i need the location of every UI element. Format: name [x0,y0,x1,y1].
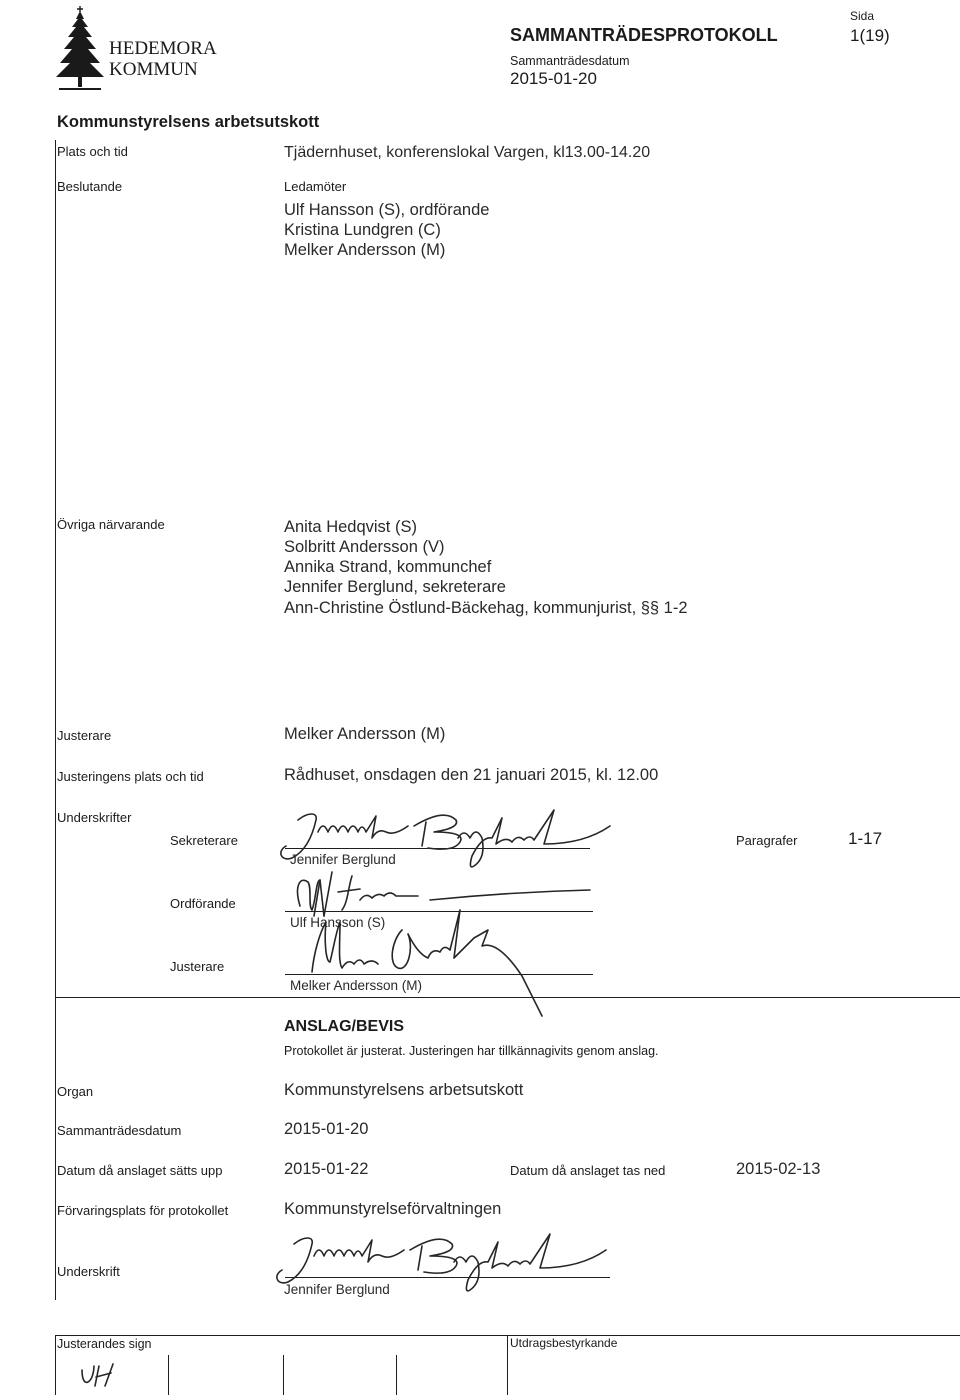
organ-value: Kommunstyrelsens arbetsutskott [284,1081,524,1099]
notice-signature-label: Underskrift [57,1264,120,1279]
member-item: Melker Andersson (M) [284,241,446,259]
footer-divider [168,1355,169,1395]
notice-signature-name: Jennifer Berglund [284,1282,390,1297]
others-label: Övriga närvarande [57,517,165,532]
footer-divider [507,1335,508,1395]
secretary-signature-line [285,848,590,849]
storage-label: Förvaringsplats för protokollet [57,1203,229,1218]
footer-divider [283,1355,284,1395]
secretary-name: Jennifer Berglund [290,852,396,867]
header-date: 2015-01-20 [510,69,597,88]
section-divider [55,997,960,998]
signatures-label: Underskrifter [57,810,132,825]
meeting-date-value: 2015-01-20 [284,1120,369,1138]
notice-signature-line [285,1277,610,1278]
signature-chair [298,872,590,916]
chair-signature-line [285,911,593,912]
footer-divider [396,1355,397,1395]
place-label: Plats och tid [57,144,128,159]
adjuster-value: Melker Andersson (M) [284,725,446,743]
other-attendee: Anita Hedqvist (S) [284,518,417,536]
adjuster-initials [82,1364,113,1386]
adjust-place-value: Rådhuset, onsdagen den 21 januari 2015, kl. 12.00 [284,766,659,784]
chair-label: Ordförande [170,896,236,911]
other-attendee: Annika Strand, kommunchef [284,558,492,576]
posted-date-value: 2015-01-22 [284,1160,369,1178]
storage-value: Kommunstyrelseförvaltningen [284,1200,502,1218]
header-date-label: Sammanträdesdatum [510,54,630,68]
decision-label: Beslutande [57,179,123,194]
adjuster-label: Justerare [57,728,112,743]
footer-divider [55,1335,56,1395]
member-item: Kristina Lundgren (C) [284,221,441,239]
meeting-date-label: Sammanträdesdatum [57,1123,182,1138]
body-title: Kommunstyrelsens arbetsutskott [57,113,320,131]
other-attendee: Jennifer Berglund, sekreterare [284,578,506,596]
other-attendee: Ann-Christine Östlund-Bäckehag, kommunjurist, §§ 1-2 [284,599,688,617]
member-item: Ulf Hansson (S), ordförande [284,201,490,219]
logo-line-2: KOMMUN [109,59,198,80]
chair-name: Ulf Hansson (S) [290,915,386,930]
adjuster-signature-line [285,974,593,975]
paragraphs-label: Paragrafer [736,833,798,848]
notice-text: Protokollet är justerat. Justeringen har tillkännagivits genom anslag. [284,1044,659,1058]
logo-line-1: HEDEMORA [109,38,217,59]
adjuster-name: Melker Andersson (M) [290,978,423,993]
removed-date-label: Datum då anslaget tas ned [510,1163,666,1178]
adjust-place-label: Justeringens plats och tid [57,769,204,784]
notice-title: ANSLAG/BEVIS [284,1018,405,1035]
secretary-label: Sekreterare [170,833,238,848]
extract-label: Utdragsbestyrkande [510,1336,618,1350]
signature-adjuster-label: Justerare [170,959,225,974]
other-attendee: Solbritt Andersson (V) [284,538,445,556]
place-value: Tjädernhuset, konferenslokal Vargen, kl13.00-14.20 [284,144,651,161]
left-border [55,140,56,1300]
removed-date-value: 2015-02-13 [736,1160,821,1178]
document-type: SAMMANTRÄDESPROTOKOLL [510,25,778,45]
organ-label: Organ [57,1084,94,1099]
members-label: Ledamöter [284,179,347,194]
spruce-tree-icon [55,5,107,93]
page-label: Sida [850,9,875,23]
posted-date-label: Datum då anslaget sätts upp [57,1163,223,1178]
paragraphs-value: 1-17 [848,829,883,848]
adjusters-sign-label: Justerandes sign [57,1337,152,1351]
page-number: 1(19) [850,26,890,45]
